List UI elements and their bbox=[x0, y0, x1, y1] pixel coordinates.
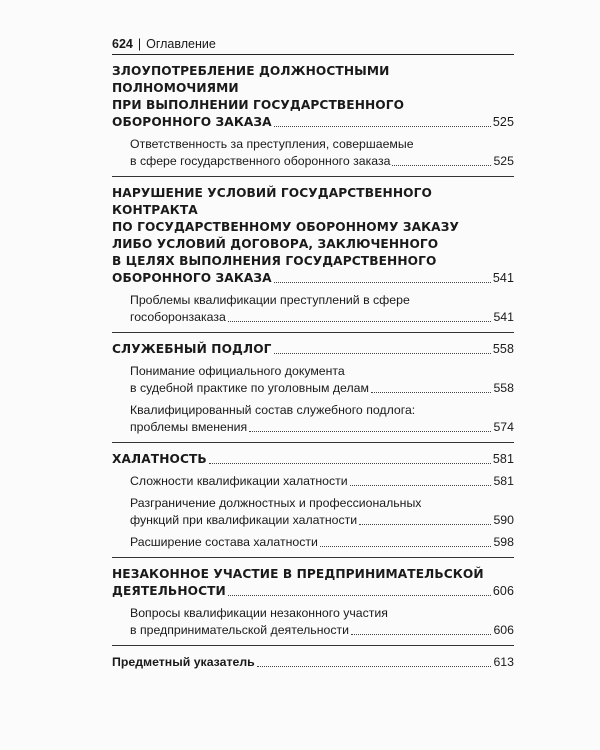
dot-leader bbox=[228, 321, 492, 322]
toc-subentry[interactable] bbox=[112, 292, 514, 326]
toc-subentry[interactable] bbox=[112, 363, 514, 397]
subentry-page-number: 590 bbox=[493, 513, 514, 527]
subentry-row[interactable] bbox=[130, 153, 514, 170]
subentry-title: проблемы вменения bbox=[130, 420, 248, 434]
toc-section bbox=[112, 177, 514, 333]
dot-leader bbox=[359, 524, 491, 525]
subject-index-entry[interactable] bbox=[112, 646, 514, 677]
subentry-line: Понимание официального документа bbox=[130, 364, 345, 378]
toc-page bbox=[112, 34, 514, 677]
section-heading[interactable] bbox=[112, 185, 514, 287]
toc-subentry[interactable] bbox=[112, 136, 514, 170]
section-heading-page-number: 581 bbox=[492, 452, 514, 466]
section-heading-title: ДЕЯТЕЛЬНОСТИ bbox=[112, 584, 226, 598]
dot-leader bbox=[274, 282, 491, 283]
dot-leader bbox=[257, 666, 492, 667]
toc-list bbox=[112, 55, 514, 677]
heading-line: ЛИБО УСЛОВИЙ ДОГОВОРА, ЗАКЛЮЧЕННОГО bbox=[112, 237, 439, 251]
section-heading[interactable] bbox=[112, 63, 514, 131]
subentry-page-number: 525 bbox=[493, 154, 514, 168]
heading-line: В ЦЕЛЯХ ВЫПОЛНЕНИЯ ГОСУДАРСТВЕННОГО bbox=[112, 254, 437, 268]
section-heading-row[interactable] bbox=[112, 114, 514, 131]
toc-subentry[interactable] bbox=[112, 605, 514, 639]
section-heading-title: ОБОРОННОГО ЗАКАЗА bbox=[112, 271, 272, 285]
section-heading-row[interactable] bbox=[112, 270, 514, 287]
section-heading-page-number: 558 bbox=[492, 342, 514, 356]
toc-subentry[interactable] bbox=[112, 473, 514, 490]
section-heading-row[interactable] bbox=[112, 583, 514, 600]
subentry-row[interactable] bbox=[130, 622, 514, 639]
heading-line: ЗЛОУПОТРЕБЛЕНИЕ ДОЛЖНОСТНЫМИ ПОЛНОМОЧИЯМИ bbox=[112, 64, 390, 95]
subentry-line: Проблемы квалификации преступлений в сфере bbox=[130, 293, 410, 307]
subentry-line: Разграничение должностных и профессиональных bbox=[130, 496, 422, 510]
subentry-title: в сфере государственного оборонного заказа bbox=[130, 154, 391, 168]
dot-leader bbox=[320, 546, 492, 547]
page-number: 624 bbox=[112, 37, 133, 51]
section-heading-page-number: 606 bbox=[492, 584, 514, 598]
subject-index-row[interactable] bbox=[112, 654, 514, 671]
dot-leader bbox=[228, 595, 491, 596]
subject-index-title: Предметный указатель bbox=[112, 655, 255, 669]
dot-leader bbox=[350, 485, 492, 486]
subject-index-page-number: 613 bbox=[493, 655, 514, 669]
subentry-title: в судебной практике по уголовным делам bbox=[130, 381, 369, 395]
toc-subentry[interactable] bbox=[112, 402, 514, 436]
toc-section bbox=[112, 443, 514, 558]
subentry-page-number: 574 bbox=[493, 420, 514, 434]
dot-leader bbox=[209, 463, 491, 464]
toc-section bbox=[112, 55, 514, 177]
header-separator: | bbox=[137, 37, 142, 51]
subentry-title: гособоронзаказа bbox=[130, 310, 226, 324]
toc-subentry[interactable] bbox=[112, 534, 514, 551]
subentry-page-number: 558 bbox=[493, 381, 514, 395]
subentry-line: Квалифицированный состав служебного подлога: bbox=[130, 403, 416, 417]
section-heading-row[interactable] bbox=[112, 451, 514, 468]
section-heading-page-number: 525 bbox=[492, 115, 514, 129]
dot-leader bbox=[249, 431, 491, 432]
dot-leader bbox=[274, 353, 491, 354]
subentry-row[interactable] bbox=[130, 512, 514, 529]
section-heading-title: ХАЛАТНОСТЬ bbox=[112, 452, 207, 466]
dot-leader bbox=[371, 392, 492, 393]
section-heading[interactable] bbox=[112, 451, 514, 468]
dot-leader bbox=[274, 126, 491, 127]
section-heading-title: СЛУЖЕБНЫЙ ПОДЛОГ bbox=[112, 342, 272, 356]
subentry-page-number: 606 bbox=[493, 623, 514, 637]
subentry-title: функций при квалификации халатности bbox=[130, 513, 358, 527]
section-heading[interactable] bbox=[112, 341, 514, 358]
heading-line: ПО ГОСУДАРСТВЕННОМУ ОБОРОННОМУ ЗАКАЗУ bbox=[112, 220, 459, 234]
subentry-line: Ответственность за преступления, совершаемые bbox=[130, 137, 414, 151]
section-heading-title: ОБОРОННОГО ЗАКАЗА bbox=[112, 115, 272, 129]
toc-section bbox=[112, 333, 514, 443]
running-header bbox=[112, 34, 514, 55]
section-heading-row[interactable] bbox=[112, 341, 514, 358]
subentry-title: Сложности квалификации халатности bbox=[130, 474, 348, 488]
heading-line: НАРУШЕНИЕ УСЛОВИЙ ГОСУДАРСТВЕННОГО КОНТРАКТА bbox=[112, 186, 432, 217]
heading-line: ПРИ ВЫПОЛНЕНИИ ГОСУДАРСТВЕННОГО bbox=[112, 98, 405, 112]
heading-line: НЕЗАКОННОЕ УЧАСТИЕ В ПРЕДПРИНИМАТЕЛЬСКОЙ bbox=[112, 567, 484, 581]
subentry-row[interactable] bbox=[130, 380, 514, 397]
subentry-row[interactable] bbox=[130, 473, 514, 490]
subentry-page-number: 541 bbox=[493, 310, 514, 324]
subentry-row[interactable] bbox=[130, 309, 514, 326]
subentry-row[interactable] bbox=[130, 419, 514, 436]
toc-subentry[interactable] bbox=[112, 495, 514, 529]
subentry-title: в предпринимательской деятельности bbox=[130, 623, 349, 637]
dot-leader bbox=[351, 634, 491, 635]
subentry-page-number: 598 bbox=[493, 535, 514, 549]
header-title: Оглавление bbox=[146, 37, 216, 51]
section-heading[interactable] bbox=[112, 566, 514, 600]
dot-leader bbox=[392, 165, 491, 166]
toc-section bbox=[112, 558, 514, 646]
subentry-row[interactable] bbox=[130, 534, 514, 551]
section-heading-page-number: 541 bbox=[492, 271, 514, 285]
subentry-page-number: 581 bbox=[493, 474, 514, 488]
subentry-title: Расширение состава халатности bbox=[130, 535, 318, 549]
subentry-line: Вопросы квалификации незаконного участия bbox=[130, 606, 388, 620]
